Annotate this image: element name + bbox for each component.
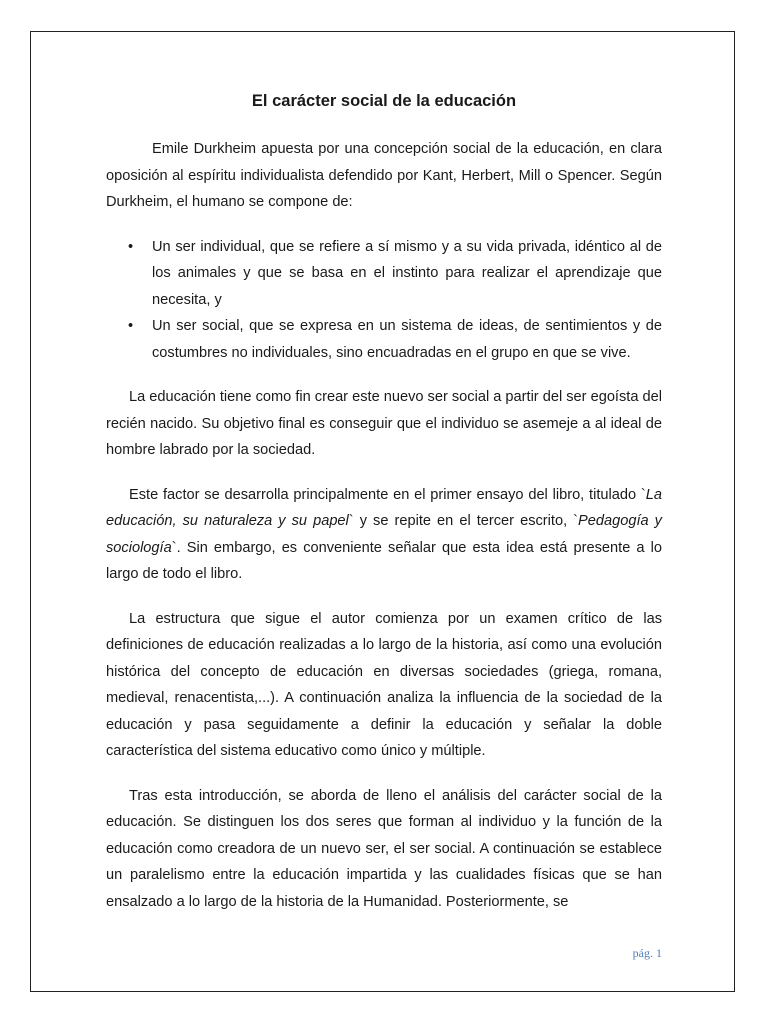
paragraph-4: La estructura que sigue el autor comienza por un examen crítico de las definiciones de educación realizadas a lo largo de la historia, así como una evolución histórica del concepto de educación en diversas sociedades (griega, romana, medieval, renacentista,...). A continuación analiza la influencia de la sociedad de la educación y pasa seguidamente a definir la educación y señalar la doble característica del sistema educativo como único y múltiple. <box>106 610 662 759</box>
bullet-icon: • <box>128 318 134 334</box>
page-number: pág. 1 <box>632 946 662 960</box>
list-item-text: Un ser individual, que se refiere a sí mismo y a su vida privada, idéntico al de los animales y que se basa en el instinto para realizar el aprendizaje que necesita, y <box>152 238 662 308</box>
paragraph-3-text: `. Sin embargo, es conveniente señalar que esta idea está presente a lo largo de todo el libro. <box>106 539 662 582</box>
document-body <box>106 88 662 933</box>
paragraph-3-text: ` y se repite en el tercer escrito, ` <box>348 513 579 529</box>
list-item <box>106 234 662 314</box>
list-item <box>106 313 662 366</box>
paragraph-2: La educación tiene como fin crear este nuevo ser social a partir del ser egoísta del recién nacido. Su objetivo final es conseguir que el individuo se asemeje a al ideal de hombre labrado por la sociedad. <box>106 389 662 458</box>
bullet-icon: • <box>128 238 134 255</box>
list-item-text: Un ser social, que se expresa en un sistema de ideas, de sentimientos y de costumbres no individuales, sino encuadradas en el grupo en que se vive. <box>152 318 662 361</box>
paragraph-3 <box>106 482 662 588</box>
intro-paragraph: Emile Durkheim apuesta por una concepción social de la educación, en clara oposición al espíritu individualista defendido por Kant, Herbert, Mill o Spencer. Según Durkheim, el humano se compone de: <box>106 141 662 210</box>
document-title: El carácter social de la educación <box>251 92 517 110</box>
book-title-essay-1: La educación, su naturaleza y su papel <box>106 486 662 529</box>
bullet-list <box>106 234 662 367</box>
paragraph-5: Tras esta introducción, se aborda de lleno el análisis del carácter social de la educación. Se distinguen los dos seres que forman al individuo y la función de la educación como creadora de un nuevo ser, el ser social. A continuación se establece un paralelismo entre la educación impartida y las cualidades físicas que se han ensalzado a lo largo de la historia de la Humanidad. Posteriormente, se <box>106 787 662 910</box>
book-title-essay-3: Pedagogía y sociología <box>106 513 662 556</box>
paragraph-3-text: Este factor se desarrolla principalmente en el primer ensayo del libro, titulado ` <box>129 486 646 503</box>
